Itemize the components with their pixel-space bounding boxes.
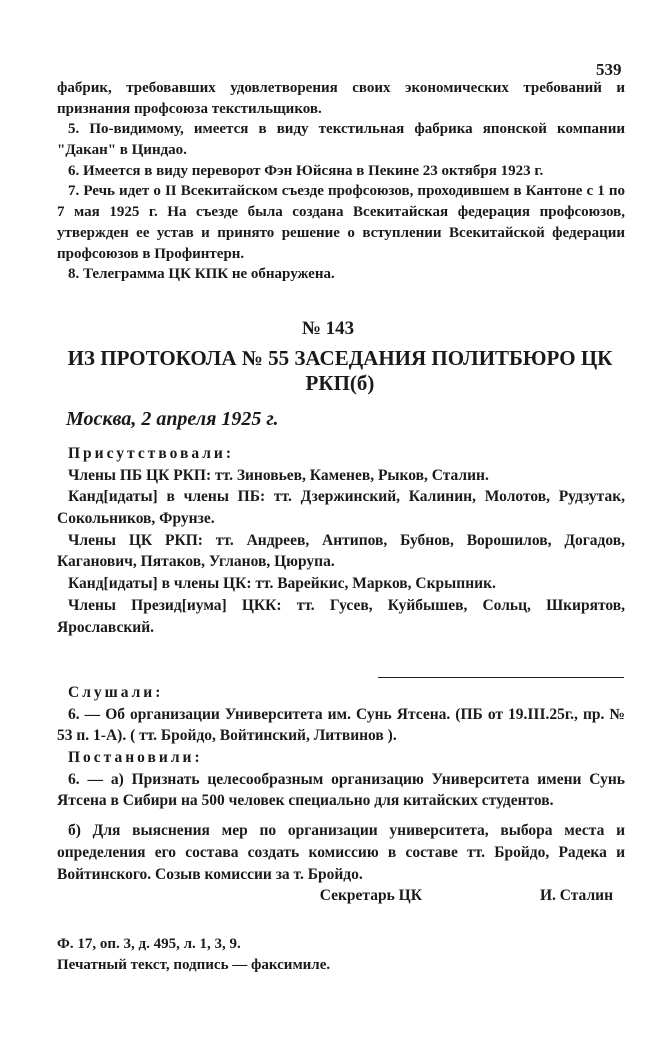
place-date: Москва, 2 апреля 1925 г. <box>66 408 279 430</box>
signature-line <box>57 885 625 907</box>
note-continuation: фабрик, требовавших удовлетворения своих экономических требований и признания профсоюза текстильщиков. <box>57 80 625 117</box>
heard-heading: Слушали: <box>68 684 164 701</box>
signature-name: И. Сталин <box>539 887 613 905</box>
page-number: 539 <box>596 60 622 79</box>
note-7: 7. Речь идет о II Всекитайском съезде профсоюзов, проходившем в Кантоне с 1 по 7 мая 1925 г. На съезде была создана Всекитайская федерация профсоюзов, утвержден ее устав и принято решение о вступлении Всекитайской федерации профсоюзов в Профинтерн. <box>57 183 625 262</box>
archival-source <box>57 934 625 975</box>
document-form: Печатный текст, подпись — факсимиле. <box>57 956 331 973</box>
document-title: ИЗ ПРОТОКОЛА № 55 ЗАСЕДАНИЯ ПОЛИТБЮРО ЦК РКП(б) <box>67 346 613 396</box>
present-ccc-presidium: Члены Презид[иума] ЦКК: тт. Гусев, Куйбышев, Сольц, Шкирятов, Ярославский. <box>57 596 625 636</box>
decided-item-a: 6. — а) Признать целесообразным организацию Университета имени Сунь Ятсена в Сибири на 500 человек специально для китайских студентов. <box>57 770 625 810</box>
note-8: 8. Телеграмма ЦК КПК не обнаружена. <box>68 266 335 283</box>
archive-reference: Ф. 17, оп. 3, д. 495, л. 1, 3, 9. <box>57 936 241 952</box>
present-pb-members: Члены ПБ ЦК РКП: тт. Зиновьев, Каменев, Рыков, Сталин. <box>68 466 489 484</box>
attendance <box>57 443 625 638</box>
signature-title: Секретарь ЦК <box>319 887 422 905</box>
note-6: 6. Имеется в виду переворот Фэн Юйсяна в Пекине 23 октября 1923 г. <box>68 162 544 179</box>
document-number: № 143 <box>301 318 355 339</box>
decided-item-b: б) Для выяснения мер по организации университета, выбора места и определения его состава создать комиссию в составе тт. Бройдо, Радека и Войтинского. Созыв комиссии за т. Бройдо. <box>57 822 625 883</box>
present-pb-candidates: Канд[идаты] в члены ПБ: тт. Дзержинский, Калинин, Молотов, Рудзутак, Сокольников, Фрунзе. <box>57 488 625 528</box>
decided-heading: Постановили: <box>68 749 203 767</box>
heard-item: 6. — Об организации Университета им. Сунь Ятсена. (ПБ от 19.III.25г., пр. № 53 п. 1-А). ( тт. Бройдо, Войтинский, Литвинов ). <box>57 705 625 745</box>
present-cc-candidates: Канд[идаты] в члены ЦК: тт. Варейкис, Марков, Скрыпник. <box>68 575 496 593</box>
present-cc-members: Члены ЦК РКП: тт. Андреев, Антипов, Бубнов, Ворошилов, Догадов, Каганович, Пятаков, Угланов, Цюрупа. <box>57 531 625 571</box>
divider-line <box>378 677 624 678</box>
endnotes <box>57 78 625 285</box>
protocol-body <box>57 682 625 907</box>
note-5: 5. По-видимому, имеется в виду текстильная фабрика японской компании "Дакан" в Циндао. <box>57 121 625 159</box>
present-heading: Присутствовали: <box>68 445 235 462</box>
